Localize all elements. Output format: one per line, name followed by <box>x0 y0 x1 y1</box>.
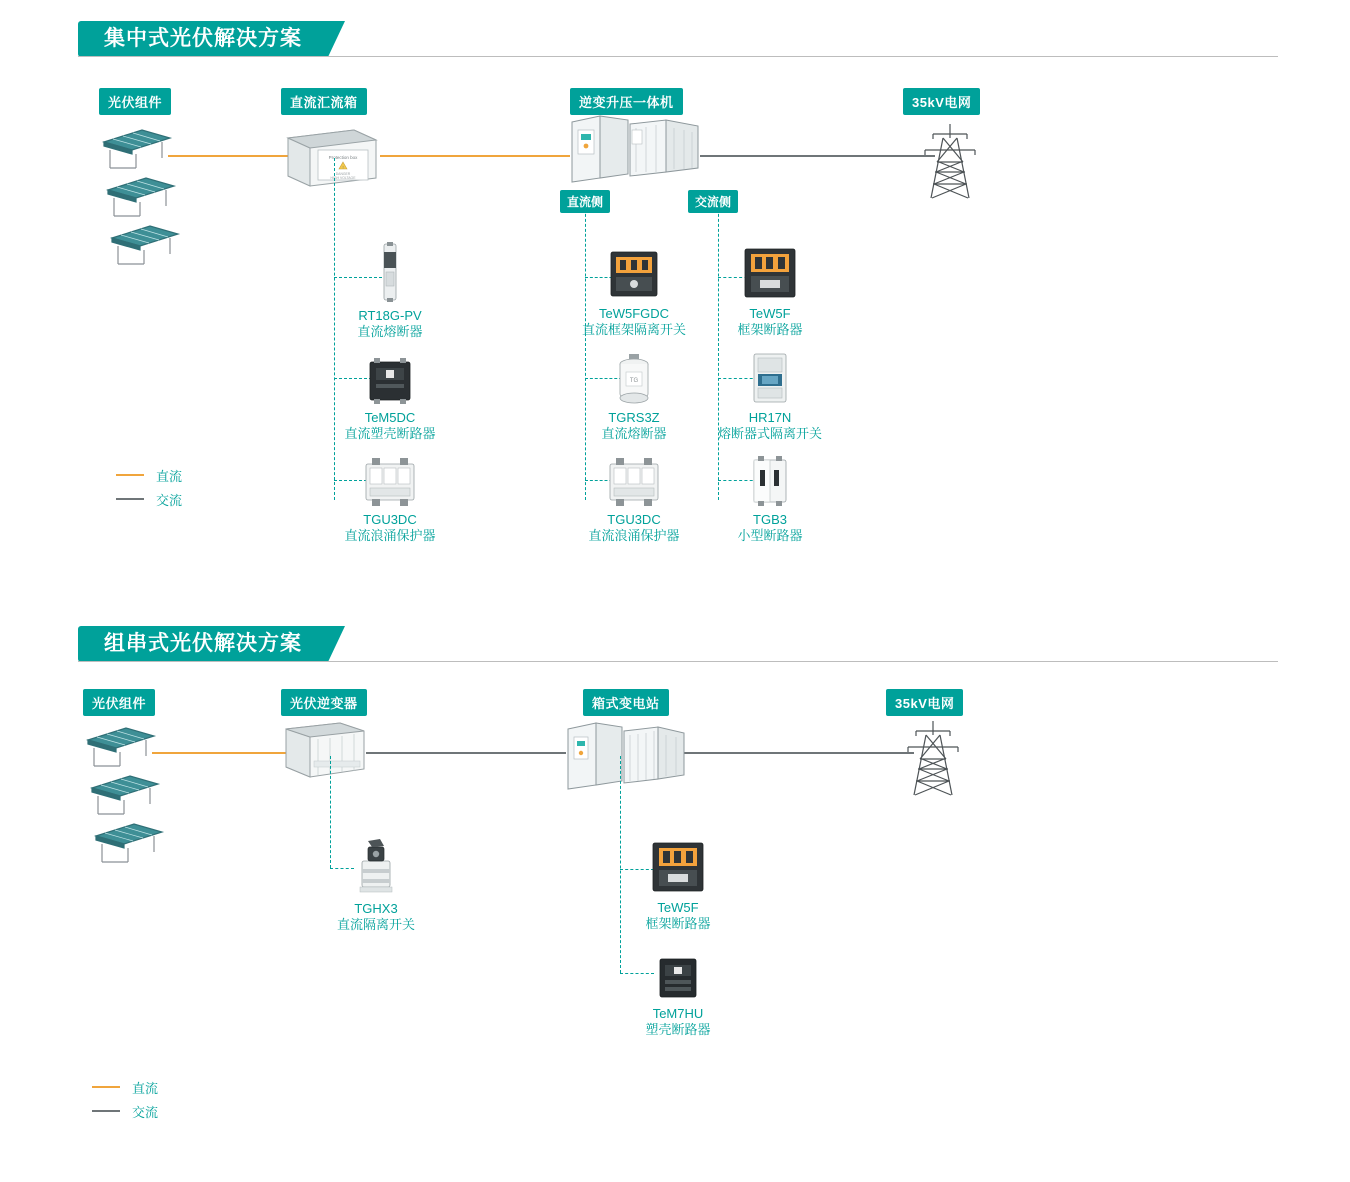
legend-section-2 <box>92 1075 158 1123</box>
product-name: TeW5FGDC <box>598 306 670 321</box>
frame-isolator-icon <box>607 248 661 300</box>
grid-tower-1 <box>915 120 985 200</box>
stage-label-pv-inverter: 光伏逆变器 <box>281 689 367 716</box>
pv-inverter-art <box>282 717 368 783</box>
product-name: TGU3DC <box>607 512 661 527</box>
pv-module-array-1 <box>96 124 186 274</box>
legend-label-ac: 交流 <box>156 492 183 508</box>
product-name: HR17N <box>748 410 792 425</box>
dc-line-module-to-inverter-2 <box>152 752 288 754</box>
product-name: TGHX3 <box>354 901 398 916</box>
ac-line-substation-to-grid <box>684 752 914 754</box>
product-image-tgb3 <box>690 444 850 506</box>
product-desc: 塑壳断路器 <box>645 1022 711 1037</box>
legend-row-dc <box>116 463 182 487</box>
stage-label-grid-2: 35kV电网 <box>886 689 963 716</box>
legend-swatch-dc <box>92 1086 120 1088</box>
product-name: TeM5DC <box>364 410 416 425</box>
stage-label-grid-1: 35kV电网 <box>903 88 980 115</box>
product-tem5dc <box>310 342 470 442</box>
product-name: TeW5F <box>657 900 699 915</box>
product-desc: 直流浪涌保护器 <box>588 528 680 543</box>
side-label-dc: 直流侧 <box>560 190 610 213</box>
dc-line-combiner-to-inverter <box>380 155 570 157</box>
surge-protector-icon <box>606 458 662 506</box>
pv-module-array-2 <box>80 722 170 872</box>
legend-section-1 <box>116 463 182 511</box>
svg-text:DANGER: DANGER <box>335 172 351 176</box>
legend-row-dc <box>92 1075 158 1099</box>
frame-breaker-icon <box>650 840 706 894</box>
ac-line-inverter-to-substation <box>366 752 566 754</box>
stage-label-substation: 箱式变电站 <box>583 689 669 716</box>
legend-swatch-dc <box>116 474 144 476</box>
product-tem7hu <box>598 938 758 1038</box>
section-2-header <box>78 626 328 662</box>
molded-case-breaker-icon <box>654 956 702 1000</box>
legend-row-ac <box>116 487 182 511</box>
product-desc: 直流浪涌保护器 <box>344 528 436 543</box>
dc-line-module-to-combiner <box>168 155 288 157</box>
section-2-rule <box>78 661 1278 662</box>
section-1-rule <box>78 56 1278 57</box>
product-name: TeW5F <box>749 306 791 321</box>
product-tgb3 <box>690 444 850 544</box>
product-image-tew5f-1 <box>690 238 850 300</box>
product-tew5f-2 <box>598 832 758 932</box>
product-tghx3 <box>296 833 456 933</box>
product-image-rt18g-pv <box>310 240 470 302</box>
mini-circuit-breaker-icon <box>748 456 792 506</box>
product-desc: 直流熔断器 <box>357 324 423 339</box>
product-desc: 框架断路器 <box>737 322 803 337</box>
product-name: RT18G-PV <box>358 308 422 323</box>
legend-swatch-ac <box>92 1110 120 1112</box>
svg-text:HIGH VOLTAGE: HIGH VOLTAGE <box>330 176 356 180</box>
stage-label-pv-module-1: 光伏组件 <box>99 88 171 115</box>
product-rt18g-pv <box>310 240 470 340</box>
product-name: TGU3DC <box>363 512 417 527</box>
combiner-box-art <box>284 124 380 190</box>
grid-tower-2 <box>898 717 968 797</box>
stage-label-pv-module-2: 光伏组件 <box>83 689 155 716</box>
molded-case-breaker-icon <box>364 358 416 404</box>
product-image-hr17n <box>690 342 850 404</box>
surge-protector-icon <box>362 458 418 506</box>
section-1-header <box>78 21 328 57</box>
fuse-icon <box>377 242 403 302</box>
product-desc: 小型断路器 <box>737 528 803 543</box>
product-name: TGRS3Z <box>608 410 660 425</box>
product-desc: 直流熔断器 <box>601 426 667 441</box>
svg-text:Protection box: Protection box <box>328 155 358 160</box>
product-desc: 框架断路器 <box>645 916 711 931</box>
product-desc: 直流塑壳断路器 <box>344 426 436 441</box>
product-image-tem7hu <box>598 938 758 1000</box>
product-tew5f-1 <box>690 238 850 338</box>
legend-label-dc: 直流 <box>156 468 183 484</box>
side-label-ac: 交流侧 <box>688 190 738 213</box>
svg-text:TG: TG <box>629 378 639 384</box>
svg-text:!: ! <box>342 164 344 170</box>
section-2-title: 组串式光伏解决方案 <box>78 626 328 662</box>
product-tgu3dc-a <box>310 444 470 544</box>
inverter-booster-art <box>570 110 702 186</box>
product-image-tgu3dc-a <box>310 444 470 506</box>
frame-breaker-icon <box>742 246 798 300</box>
fuse-switch-disconnector-icon <box>750 352 790 404</box>
dc-fuse-icon <box>612 354 656 404</box>
legend-label-ac: 交流 <box>132 1104 159 1120</box>
product-desc: 直流框架隔离开关 <box>581 322 686 337</box>
box-substation-art <box>566 715 686 795</box>
product-hr17n <box>690 342 850 442</box>
product-image-tew5f-2 <box>598 832 758 894</box>
ac-line-inverter-to-grid <box>700 155 935 157</box>
product-desc: 熔断器式隔离开关 <box>717 426 822 441</box>
dc-isolator-icon <box>354 839 398 895</box>
legend-swatch-ac <box>116 498 144 500</box>
section-1-title: 集中式光伏解决方案 <box>78 21 328 57</box>
product-image-tem5dc <box>310 342 470 404</box>
product-desc: 直流隔离开关 <box>336 917 415 932</box>
product-name: TeM7HU <box>652 1006 704 1021</box>
legend-row-ac <box>92 1099 158 1123</box>
stage-label-inverter-booster: 逆变升压一体机 <box>570 88 683 115</box>
legend-label-dc: 直流 <box>132 1080 159 1096</box>
stage-label-combiner-box: 直流汇流箱 <box>281 88 367 115</box>
product-name: TGB3 <box>753 512 787 527</box>
product-image-tghx3 <box>296 833 456 895</box>
